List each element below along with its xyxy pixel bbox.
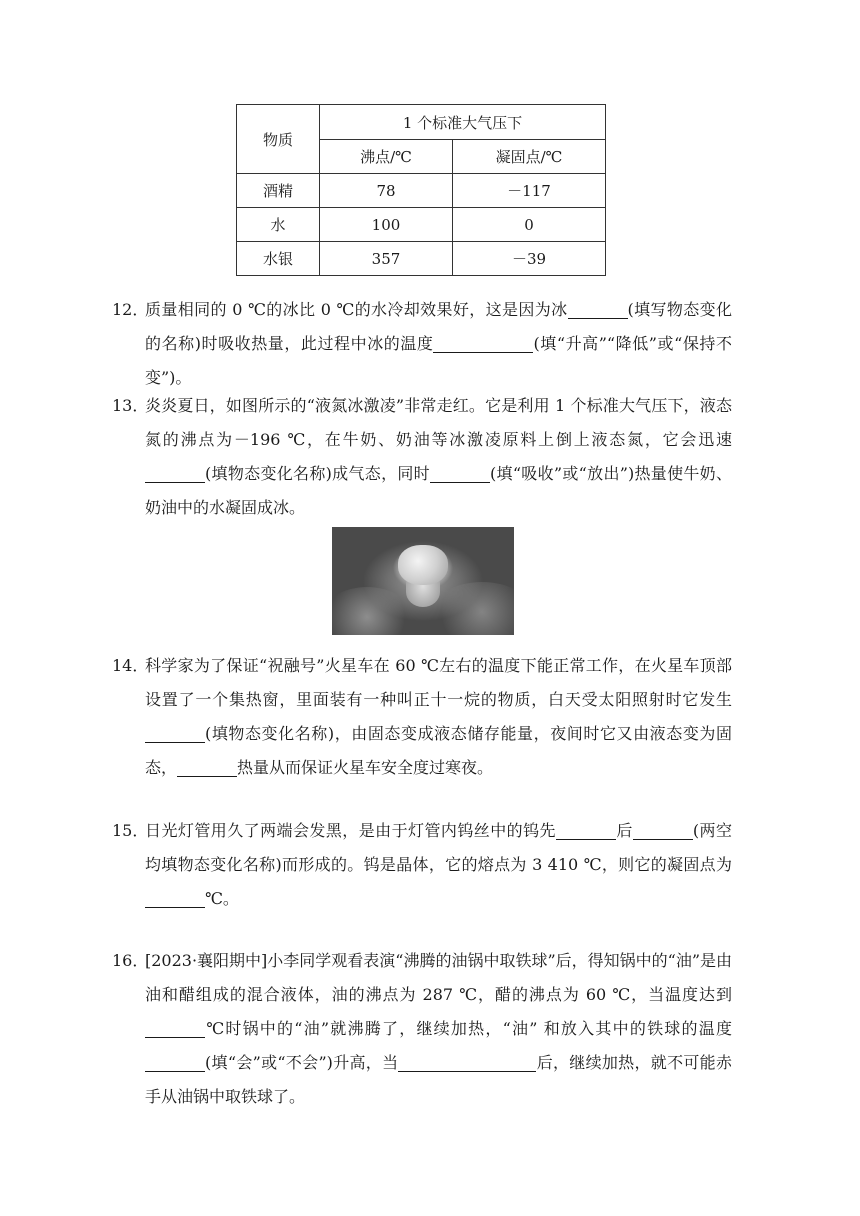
- row-substance: 酒精: [237, 174, 320, 208]
- question-text: (填“升高”“降低”或“保持不变”)。: [145, 334, 732, 387]
- question-number: 12．: [112, 300, 149, 319]
- question-number: 15．: [112, 821, 149, 840]
- question-text: 科学家为了保证“祝融号”火星车在 60 ℃左右的温度下能正常工作，在火星车顶部设置了一个集热窗，里面装有一种叫正十一烷的物质，白天受太阳照射时它发生: [145, 656, 732, 709]
- header-condition: 1 个标准大气压下: [320, 105, 606, 140]
- row-boiling: 100: [320, 208, 453, 242]
- header-freezing-point: 凝固点/℃: [453, 140, 606, 174]
- answer-blank[interactable]: [145, 1017, 205, 1038]
- table-row: [237, 208, 606, 242]
- question-text: ℃时锅中的“油”就沸腾了，继续加热，“油” 和放入其中的铁球的温度: [205, 1019, 732, 1038]
- answer-blank[interactable]: [145, 462, 205, 483]
- table-row: [237, 174, 606, 208]
- question-text: (两空均填物态变化名称)而形成的。钨是晶体，它的熔点为 3 410 ℃，则它的凝固点为: [145, 821, 732, 874]
- answer-blank[interactable]: [633, 819, 693, 840]
- question-16: [112, 944, 732, 1114]
- question-text: [2023·襄阳期中]小李同学观看表演“沸腾的油锅中取铁球”后，得知锅中的“油”是由油和醋组成的混合液体，油的沸点为 287 ℃，醋的沸点为 60 ℃，当温度达到: [145, 951, 733, 1004]
- question-13: [112, 389, 732, 525]
- row-substance: 水: [237, 208, 320, 242]
- row-boiling: 78: [320, 174, 453, 208]
- question-14: [112, 649, 732, 785]
- question-text: 日光灯管用久了两端会发黑，是由于灯管内钨丝中的钨先: [145, 821, 556, 840]
- header-substance: 物质: [237, 105, 320, 174]
- answer-blank[interactable]: [145, 722, 205, 743]
- table-row: [237, 242, 606, 276]
- header-boiling-point: 沸点/℃: [320, 140, 453, 174]
- substance-property-table: [236, 104, 606, 276]
- question-text: 后，继续加热，就不可能赤手从油锅中取铁球了。: [145, 1053, 732, 1106]
- question-text: (填写物态变化的名称)时吸收热量，此过程中冰的温度: [145, 300, 732, 353]
- question-12: [112, 293, 732, 395]
- answer-blank[interactable]: [145, 887, 205, 908]
- answer-blank[interactable]: [430, 462, 490, 483]
- answer-blank[interactable]: [177, 756, 237, 777]
- row-freezing: －117: [453, 174, 606, 208]
- question-text: (填物态变化名称)，由固态变成液态储存能量，夜间时它又由液态变为固态，: [145, 724, 732, 777]
- question-text: (填“吸收”或“放出”)热量使牛奶、奶油中的水凝固成冰。: [145, 464, 732, 517]
- row-boiling: 357: [320, 242, 453, 276]
- question-number: 16．: [112, 951, 149, 970]
- row-substance: 水银: [237, 242, 320, 276]
- answer-blank[interactable]: [145, 1051, 205, 1072]
- answer-blank[interactable]: [568, 298, 628, 319]
- question-number: 14．: [112, 656, 149, 675]
- answer-blank[interactable]: [433, 332, 533, 353]
- question-text: 后: [615, 821, 633, 840]
- question-text: (填物态变化名称)成气态，同时: [205, 464, 430, 483]
- question-text: 质量相同的 0 ℃的冰比 0 ℃的水冷却效果好，这是因为冰: [145, 300, 568, 319]
- answer-blank[interactable]: [398, 1051, 536, 1072]
- row-freezing: －39: [453, 242, 606, 276]
- question-text: 热量从而保证火星车安全度过寒夜。: [237, 758, 494, 777]
- question-text: (填“会”或“不会”)升高，当: [205, 1053, 399, 1072]
- answer-blank[interactable]: [556, 819, 616, 840]
- question-text: 炎炎夏日，如图所示的“液氮冰激凌”非常走红。它是利用 1 个标准大气压下，液态氮的沸点为－196 ℃，在牛奶、奶油等冰激凌原料上倒上液态氮，它会迅速: [145, 396, 732, 449]
- liquid-nitrogen-ice-cream-photo: [332, 527, 514, 635]
- row-freezing: 0: [453, 208, 606, 242]
- question-15: [112, 814, 732, 916]
- question-text: ℃。: [205, 889, 239, 908]
- question-number: 13．: [112, 396, 149, 415]
